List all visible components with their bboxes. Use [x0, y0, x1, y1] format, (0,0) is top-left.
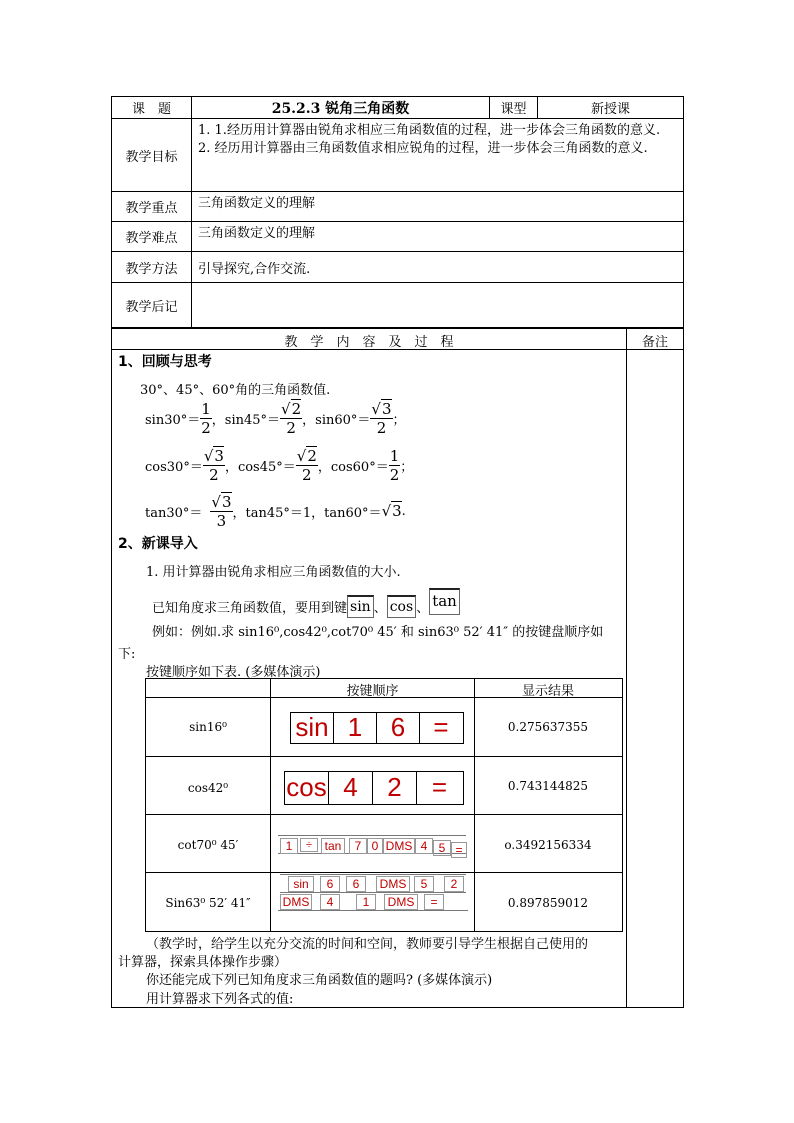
key-row-line	[280, 874, 466, 875]
row4-result: 0.897859012	[507, 896, 589, 910]
row2-result: 0.743144825	[507, 779, 589, 793]
sqrt-sign: √	[371, 399, 381, 418]
key-table-row-divider	[145, 872, 622, 873]
para-6: 你还能完成下列已知角度求三角函数值的题吗? (多媒体演示)	[146, 973, 493, 988]
goals-label: 教学目标	[112, 119, 192, 192]
key-row-top-line	[278, 835, 466, 836]
radicand: 2	[291, 399, 302, 418]
para-3: 例如：例如.求 sin16⁰,cos42⁰,cot70⁰ 45′ 和 sin63⁰ 52′ 41″ 的按键盘顺序如	[152, 625, 604, 640]
focus-value: 三角函数定义的理解	[192, 192, 684, 222]
semicolon: ；	[392, 412, 406, 428]
para-2-text: 已知角度求三角函数值，要用到键	[152, 600, 348, 616]
method-label: 教学方法	[112, 252, 192, 283]
key-equals: =	[451, 842, 467, 858]
sin60-label: ，sin60°＝	[302, 412, 371, 428]
type-value: 新授课	[538, 97, 684, 119]
key-6: 6	[346, 876, 366, 892]
difficulty-value: 三角函数定义的理解	[192, 222, 684, 252]
topic-value: 25.2.3 锐角三角函数	[192, 97, 490, 119]
key-2: 2	[387, 772, 402, 802]
row4-expr: Sin63⁰ 52′ 41″	[165, 896, 251, 910]
key-table-col-divider	[270, 678, 271, 931]
key-equals: =	[424, 894, 444, 910]
numerator	[210, 493, 232, 512]
denominator: 3	[216, 511, 227, 530]
remark-heading: 备注	[641, 335, 668, 350]
sin45-fraction	[280, 400, 302, 437]
key-5: 5	[433, 840, 451, 856]
key-table-row-divider	[145, 756, 622, 757]
separator: 、	[416, 600, 430, 616]
tan-key-icon: tan	[429, 588, 460, 615]
key-4: 4	[343, 772, 358, 802]
denominator: 2	[389, 465, 400, 484]
sqrt-sign: √	[381, 502, 392, 520]
key-0: 0	[367, 838, 383, 854]
sqrt-sign: √	[211, 492, 221, 511]
key-row-line	[278, 910, 468, 911]
topic-label: 课 题	[112, 97, 192, 119]
para-5: （教学时，给学生以充分交流的时间和空间，教师要引导学生根据自己使用的	[146, 937, 589, 952]
row3-expr: cot70⁰ 45′	[177, 838, 239, 852]
tan30-label: tan30°＝	[145, 505, 203, 521]
denominator: 2	[286, 418, 296, 437]
numerator	[296, 447, 318, 466]
type-label: 课型	[490, 97, 538, 119]
numerator	[280, 400, 302, 419]
sqrt-sign: √	[296, 446, 307, 465]
tan45-tan60-label: ，tan45°＝1，tan60°＝	[232, 505, 382, 521]
cos30-fraction	[203, 447, 225, 484]
radicand: 3	[392, 502, 402, 520]
lesson-header-table	[111, 96, 684, 328]
key-sin: sin	[295, 712, 329, 742]
denominator: 2	[201, 418, 211, 437]
key-dms: DMS	[384, 894, 418, 910]
method-value: 引导探究,合作交流.	[192, 252, 684, 283]
key-6: 6	[390, 712, 406, 742]
key-cos: cos	[286, 772, 327, 802]
key-equals: =	[433, 712, 449, 742]
sqrt-sign: √	[203, 446, 214, 465]
goal-2: 2. 经历用计算器由三角函数值求相应锐角的过程，进一步体会三角函数的意义.	[198, 141, 648, 156]
goal-1: 1. 1.经历用计算器由锐角求相应三角函数值的过程，进一步体会三角函数的意义.	[198, 123, 661, 138]
tan-values-line	[145, 490, 406, 532]
section1-title: 1、回顾与思考	[118, 354, 212, 370]
cos60-fraction	[389, 447, 401, 484]
col-seq-header: 按键顺序	[346, 684, 399, 699]
radicand: 3	[214, 446, 224, 465]
radicand: 3	[381, 399, 392, 418]
key-dms: DMS	[280, 894, 312, 910]
sin45-label: ，sin45°＝	[211, 412, 281, 428]
section2-title: 2、新课导入	[118, 536, 198, 552]
cos30-label: cos30°＝	[145, 459, 203, 475]
key-dms: DMS	[383, 838, 415, 854]
cos45-label: ，cos45°＝	[224, 459, 296, 475]
key-tan: tan	[321, 838, 345, 854]
difficulty-label: 教学难点	[112, 222, 192, 252]
key-4: 4	[320, 894, 340, 910]
period: .	[401, 503, 406, 519]
section1-intro: 30°、45°、60°角的三角函数值.	[140, 383, 331, 398]
sqrt-sign: √	[281, 399, 291, 418]
numerator	[203, 447, 225, 466]
para-7: 用计算器求下列各式的值:	[146, 992, 294, 1007]
para-3b: 下:	[118, 647, 136, 662]
key-7: 7	[349, 838, 367, 854]
goals-cell	[192, 119, 684, 192]
radicand: 2	[307, 446, 317, 465]
numerator: 1	[389, 446, 400, 465]
tan60-value	[382, 502, 402, 520]
key-5: 5	[414, 876, 434, 892]
key-row-line	[280, 892, 466, 893]
radicand: 3	[221, 492, 232, 511]
separator: 、	[373, 600, 387, 616]
notes-value	[192, 283, 684, 328]
numerator: 1	[201, 399, 211, 418]
key-equals: =	[431, 772, 448, 802]
key-divide: ÷	[300, 838, 318, 852]
para-4: 按键顺序如下表. (多媒体演示)	[146, 665, 321, 680]
semicolon: ；	[400, 459, 414, 475]
sin-key-icon: sin	[347, 595, 374, 618]
key-2: 2	[444, 876, 464, 892]
key-1: 1	[347, 712, 363, 742]
key-4: 4	[415, 838, 433, 854]
key-table-row-divider	[145, 814, 622, 815]
key-6: 6	[320, 876, 340, 892]
focus-label: 教学重点	[112, 192, 192, 222]
sin60-fraction	[370, 400, 392, 437]
key-dms: DMS	[376, 876, 410, 892]
row2-expr: cos42⁰	[187, 781, 229, 795]
cos-values-line	[145, 444, 413, 486]
cos60-label: ，cos60°＝	[317, 459, 389, 475]
row3-result: o.3492156334	[504, 838, 592, 852]
para-5b: 计算器，探索具体操作步骤）	[118, 955, 288, 970]
row1-expr: sin16⁰	[189, 720, 227, 734]
sin-values-line	[145, 397, 406, 439]
para-1: 1. 用计算器由锐角求相应三角函数值的大小.	[146, 565, 401, 580]
key-1: 1	[280, 838, 298, 854]
denominator: 2	[302, 465, 312, 484]
cos45-fraction	[296, 447, 318, 484]
key-table-col-divider	[474, 678, 475, 931]
numerator	[370, 400, 392, 419]
cos-key-icon: cos	[387, 595, 416, 618]
key-1: 1	[356, 894, 376, 910]
para-2	[152, 591, 460, 618]
denominator: 2	[376, 418, 387, 437]
notes-label: 教学后记	[112, 283, 192, 328]
denominator: 2	[209, 465, 219, 484]
col-result-header: 显示结果	[521, 684, 574, 699]
sin30-label: sin30°＝	[145, 412, 201, 428]
tan30-fraction	[210, 493, 232, 530]
row1-result: 0.275637355	[507, 720, 589, 734]
content-heading: 教 学 内 容 及 过 程	[284, 335, 454, 350]
key-sin: sin	[288, 876, 314, 892]
remark-column-divider	[626, 328, 627, 1007]
sin30-fraction	[200, 400, 212, 437]
